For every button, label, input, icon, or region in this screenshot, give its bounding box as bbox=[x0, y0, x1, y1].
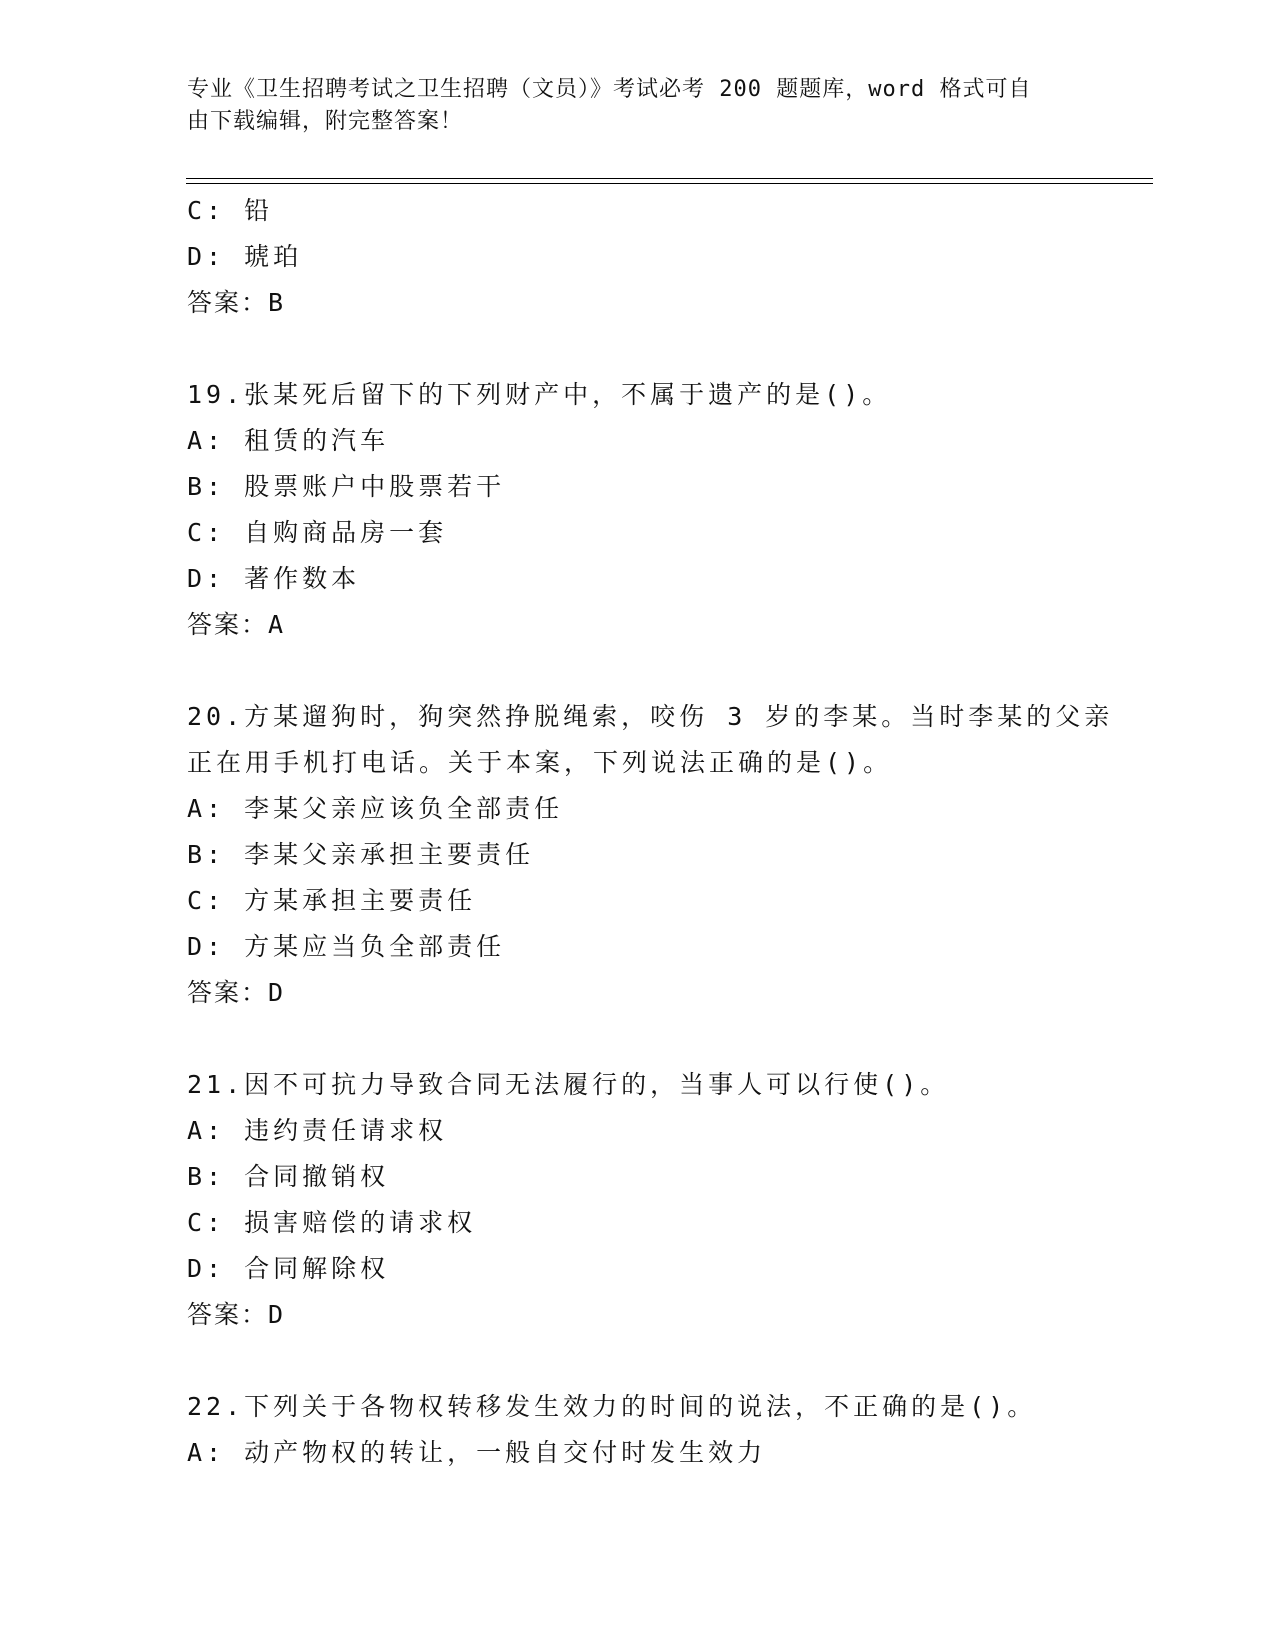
header-divider-top bbox=[186, 178, 1153, 179]
answer-line: 答案：D bbox=[187, 1300, 286, 1329]
spacer bbox=[187, 326, 1147, 372]
header-line-2: 由下载编辑，附完整答案！ bbox=[187, 109, 464, 134]
option-a: A: 李某父亲应该负全部责任 bbox=[187, 794, 564, 823]
question-title-line-2: 正在用手机打电话。关于本案，下列说法正确的是()。 bbox=[187, 748, 893, 777]
option-d: D: 琥珀 bbox=[187, 242, 303, 271]
option-b: B: 股票账户中股票若干 bbox=[187, 472, 506, 501]
question-title: 19.张某死后留下的下列财产中，不属于遗产的是()。 bbox=[187, 380, 892, 409]
option-a: A: 违约责任请求权 bbox=[187, 1116, 448, 1145]
spacer bbox=[187, 648, 1147, 694]
option-b: B: 合同撤销权 bbox=[187, 1162, 390, 1191]
option-c: C: 铅 bbox=[187, 196, 274, 225]
spacer bbox=[187, 1016, 1147, 1062]
carryover-block bbox=[187, 188, 1147, 326]
option-a: A: 租赁的汽车 bbox=[187, 426, 390, 455]
question-20 bbox=[187, 694, 1147, 1016]
answer-line: 答案：D bbox=[187, 978, 286, 1007]
answer-line: 答案：A bbox=[187, 610, 286, 639]
question-title: 21.因不可抗力导致合同无法履行的，当事人可以行使()。 bbox=[187, 1070, 950, 1099]
question-title: 22.下列关于各物权转移发生效力的时间的说法，不正确的是()。 bbox=[187, 1392, 1037, 1421]
question-list bbox=[187, 188, 1147, 1476]
question-21 bbox=[187, 1062, 1147, 1338]
option-c: C: 方某承担主要责任 bbox=[187, 886, 477, 915]
option-b: B: 李某父亲承担主要责任 bbox=[187, 840, 535, 869]
header-divider-bottom bbox=[186, 183, 1153, 184]
option-d: D: 著作数本 bbox=[187, 564, 361, 593]
document-header bbox=[187, 74, 1087, 138]
option-c: C: 自购商品房一套 bbox=[187, 518, 448, 547]
answer-line: 答案：B bbox=[187, 288, 286, 317]
question-title-line-1: 20.方某遛狗时，狗突然挣脱绳索，咬伤 3 岁的李某。当时李某的父亲 bbox=[187, 702, 1114, 731]
option-d: D: 方某应当负全部责任 bbox=[187, 932, 506, 961]
option-c: C: 损害赔偿的请求权 bbox=[187, 1208, 477, 1237]
header-line-1: 专业《卫生招聘考试之卫生招聘（文员）》考试必考 200 题题库，word 格式可自 bbox=[187, 77, 1032, 102]
option-a: A: 动产物权的转让，一般自交付时发生效力 bbox=[187, 1438, 767, 1467]
question-22 bbox=[187, 1384, 1147, 1476]
question-19 bbox=[187, 372, 1147, 648]
spacer bbox=[187, 1338, 1147, 1384]
option-d: D: 合同解除权 bbox=[187, 1254, 390, 1283]
